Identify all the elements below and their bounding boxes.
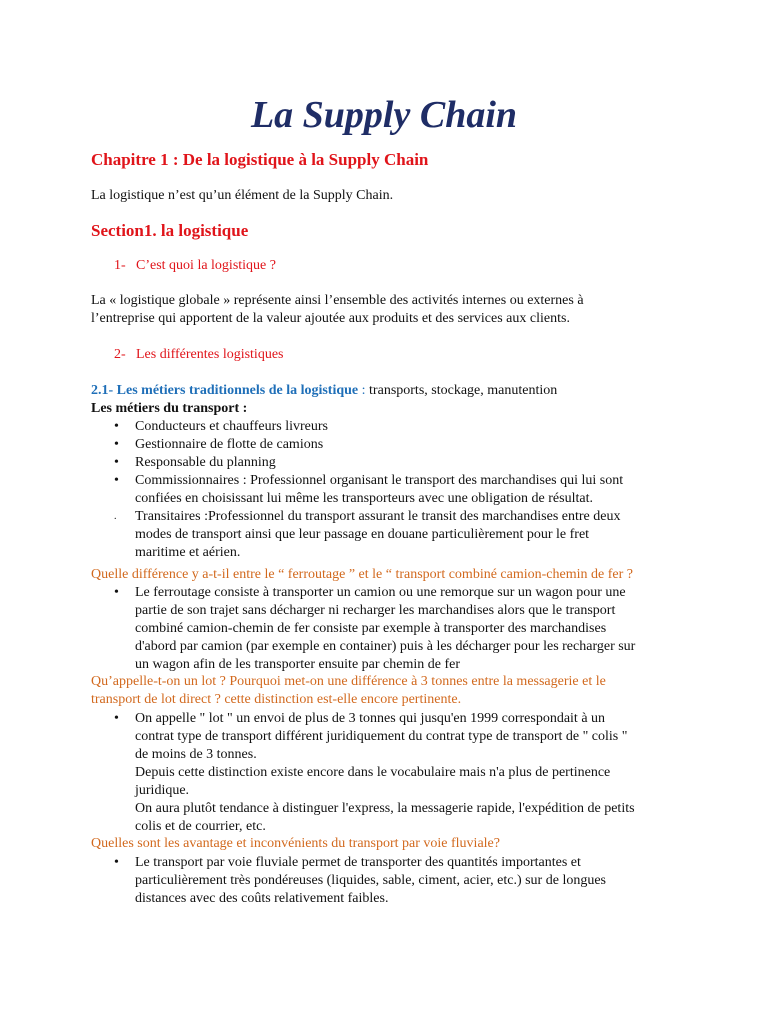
list-item-line: combiné camion-chemin de fer consiste par exemple à transporter des marchandises [135,621,607,636]
list-item [91,854,606,908]
list-item-line: Le ferroutage consiste à transporter un camion ou une remorque sur un wagon pour une [135,585,626,600]
list-item [91,472,623,508]
bullet-icon: • [114,437,119,452]
paragraph-line: l’entreprise qui apportent de la valeur ajoutée aux produits et des services aux clients. [91,311,570,326]
list-item [91,454,623,472]
list-item-line: confiées en choisissant lui même les transporteurs avec une obligation de résultat. [135,491,593,506]
list-item-line: On appelle " lot " un envoi de plus de 3 tonnes qui jusqu'en 1999 correspondait à un [135,711,606,726]
section-heading: Section1. la logistique [91,221,249,240]
list-item-line: d'abord par camion (par exemple en container) puis à les décharger pour les recharger sur [135,639,636,654]
list-item-line: Depuis cette distinction existe encore dans le vocabulaire mais n'a plus de pertinence [135,765,611,780]
subsection-colon: : [358,383,370,398]
answer-lot [91,710,635,836]
chapter-heading: Chapitre 1 : De la logistique à la Supply Chain [91,150,429,169]
item-text: Les différentes logistiques [136,347,284,362]
list-item-line: On aura plutôt tendance à distinguer l'express, la messagerie rapide, l'expédition de petits [135,801,635,816]
subsection-heading [91,382,557,400]
list-item-line: maritime et aérien. [135,545,241,560]
bullet-icon: . [114,511,117,522]
item-number: 1- [114,258,126,273]
transport-jobs-list [91,418,623,562]
bullet-icon: • [114,455,119,470]
list-item [91,710,635,836]
paragraph-line: La « logistique globale » représente ainsi l’ensemble des activités internes ou externes à [91,293,584,308]
bullet-icon: • [114,585,119,600]
subsection-rest: transports, stockage, manutention [369,383,558,398]
transport-heading: Les métiers du transport : [91,401,248,416]
list-item-line: Commissionnaires : Professionnel organisant le transport des marchandises qui lui sont [135,473,624,488]
document-title: La Supply Chain [250,94,518,136]
list-item-line: Responsable du planning [135,455,276,470]
list-item-line: Transitaires :Professionnel du transport assurant le transit des marchandises entre deux [135,509,621,524]
question-lot [91,673,606,709]
numbered-item-1 [114,257,276,275]
intro-paragraph: La logistique n’est qu’un élément de la Supply Chain. [91,188,394,203]
list-item-line: partie de son trajet sans décharger ni recharger les marchandises alors que le transport [135,603,616,618]
bullet-icon: • [114,473,119,488]
list-item-line: de moins de 3 tonnes. [135,747,257,762]
list-item [91,436,623,454]
bullet-icon: • [114,419,119,434]
list-item-line: colis et de courrier, etc. [135,819,266,834]
question-fluvial: Quelles sont les avantage et inconvénients du transport par voie fluviale? [91,836,500,851]
logistique-globale-paragraph [91,292,651,328]
list-item-line: juridique. [135,783,190,798]
list-item-line: Le transport par voie fluviale permet de transporter des quantités importantes et [135,855,581,870]
list-item-line: Conducteurs et chauffeurs livreurs [135,419,328,434]
list-item-line: distances avec des coûts relativement faibles. [135,891,389,906]
question-line: transport de lot direct ? cette distinction est-elle encore pertinente. [91,692,462,707]
bullet-icon: • [114,855,119,870]
answer-fluvial [91,854,606,908]
list-item-line: Gestionnaire de flotte de camions [135,437,324,452]
item-text: C’est quoi la logistique ? [136,258,276,273]
bullet-icon: • [114,711,119,726]
list-item-line: un wagon afin de les transporter ensuite par chemin de fer [135,657,460,672]
list-item-line: modes de transport ainsi que leur passage en douane particulièrement pour le fret [135,527,590,542]
list-item [91,418,623,436]
list-item [91,508,623,562]
answer-ferroutage [91,584,635,674]
numbered-item-2 [114,346,284,364]
subsection-label: 2.1- Les métiers traditionnels de la logistique [91,383,359,398]
list-item-line: contrat type de transport différent juridiquement du contrat type de transport de " colis " [135,729,628,744]
list-item [91,584,635,674]
question-line: Qu’appelle-t-on un lot ? Pourquoi met-on une différence à 3 tonnes entre la messagerie et le [91,674,606,689]
question-ferroutage: Quelle différence y a-t-il entre le “ ferroutage ” et le “ transport combiné camion-chemin de fer ? [91,567,633,582]
item-number: 2- [114,347,126,362]
list-item-line: particulièrement très pondéreuses (liquides, sable, ciment, acier, etc.) sur de longues [135,873,606,888]
